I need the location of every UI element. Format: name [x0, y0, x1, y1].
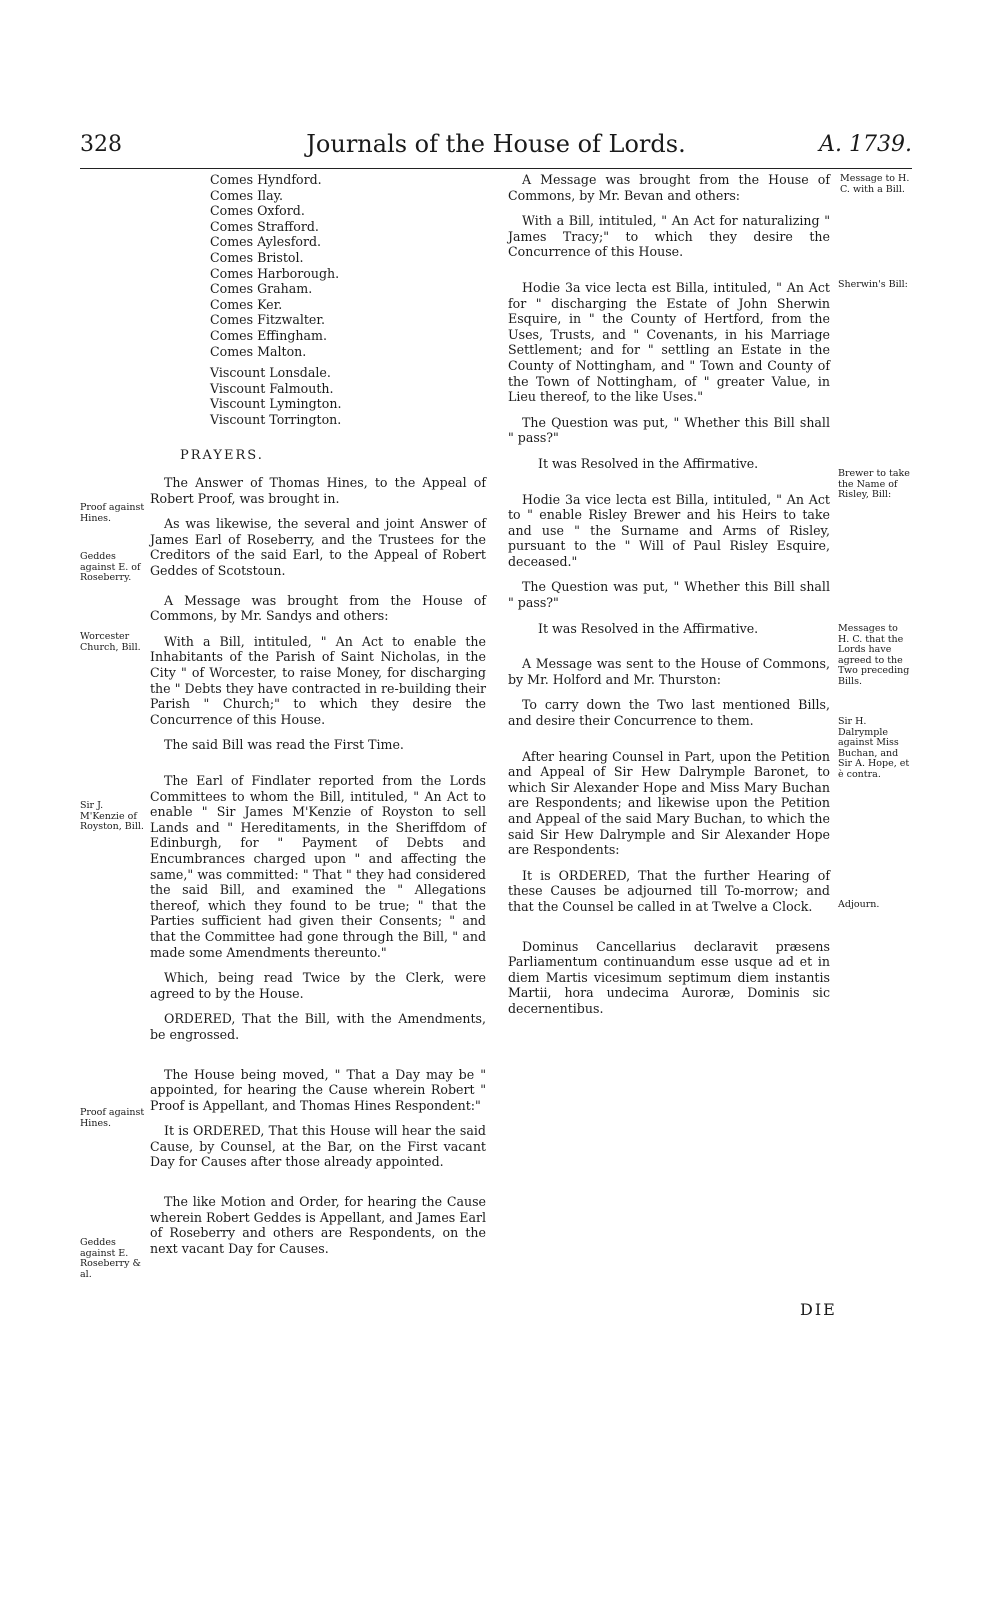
lord-entry: Comes Oxford. [210, 203, 305, 219]
margin-note: Brewer to take the Name of Risley, Bill: [838, 468, 910, 500]
paragraph: A Message was brought from the House of Commons, by Mr. Bevan and others: [508, 172, 830, 203]
margin-note: Adjourn. [838, 899, 880, 910]
margin-note: Sherwin's Bill: [838, 279, 908, 290]
lord-entry: Comes Bristol. [210, 249, 304, 265]
page-title: Journals of the House of Lords. [306, 130, 686, 158]
margin-note: Geddes against E. Roseberry & al. [80, 1237, 141, 1280]
paragraph: The Answer of Thomas Hines, to the Appeal of Robert Proof, was brought in. [150, 475, 486, 506]
paragraph: The House being moved, " That a Day may be " appointed, for hearing the Cause wherein Robert " Proof is Appellant, and Thomas Hines Respondent:" [150, 1066, 486, 1113]
margin-note: Proof against Hines. [80, 1107, 145, 1129]
page-year: A. 1739. [819, 132, 912, 157]
lord-entry: Viscount Torrington. [210, 411, 342, 427]
paragraph: The Question was put, " Whether this Bill shall " pass?" [508, 414, 830, 446]
paragraph: The Question was put, " Whether this Bill shall " pass?" [508, 579, 830, 611]
margin-note: Worcester Church, Bill. [80, 631, 141, 653]
paragraph: It is ORDERED, That the further Hearing of these Causes be adjourned till To-morrow; and that the Counsel be called in at Twelve a Clock. [508, 867, 830, 914]
paragraph: It is ORDERED, That this House will hear the said Cause, by Counsel, at the Bar, on the First vacant Day for Causes after those already appointed. [150, 1123, 486, 1170]
page-number: 328 [80, 132, 122, 157]
lord-entry: Comes Strafford. [210, 218, 319, 234]
paragraph: The Earl of Findlater reported from the Lords Committees to whom the Bill, intituled, " An Act to enable " Sir James M'Kenzie of Royston to sell Lands and " Hereditaments, in the Sheriffdom of Edinburgh, for " Payment of Debts and Encumbrances charged upon " and affecting the same," was committed: " That " they had considered the said Bill, and examined the " Allegations thereof, which they found to be true; " that the Parties sufficient had given their Consents; " and that the Committee had gone through the Bill, " and made some Amendments thereunto." [150, 773, 486, 960]
lord-entry: Viscount Lymington. [210, 396, 342, 412]
lord-entry: Viscount Lonsdale. [210, 365, 331, 381]
lords-list [150, 172, 486, 428]
paragraph: With a Bill, intituled, " An Act for naturalizing " James Tracy;" to which they desire the Concurrence of this House. [508, 213, 830, 260]
paragraph: As was likewise, the several and joint Answer of James Earl of Roseberry, and the Trustees for the Creditors of the said Earl, to the Appeal of Robert Geddes of Scotstoun. [150, 516, 486, 579]
lord-entry: Comes Harborough. [210, 265, 340, 281]
lord-entry: Comes Hyndford. [210, 172, 322, 187]
margin-note: Proof against Hines. [80, 502, 145, 524]
catchword: DIE [800, 1300, 837, 1319]
left-column [150, 172, 486, 1266]
margin-note: Geddes against E. of Roseberry. [80, 551, 141, 583]
lord-entry: Comes Malton. [210, 343, 307, 359]
paragraph: The said Bill was read the First Time. [164, 737, 404, 753]
paragraph: With a Bill, intituled, " An Act to enable the Inhabitants of the Parish of Saint Nicholas, in the City " of Worcester, to raise Money, for discharging the " Debts they have contracted in re-building their Parish " Church;" to which they desire the Concurrence of this House. [150, 633, 486, 727]
lord-entry: Comes Ker. [210, 296, 283, 312]
margin-note: Sir H. Dalrymple against Miss Buchan, and Sir A. Hope, et è contra. [838, 716, 910, 780]
margin-note: Messages to H. C. that the Lords have agreed to the Two preceding Bills. [838, 623, 910, 687]
paragraph: A Message was brought from the House of Commons, by Mr. Sandys and others: [150, 592, 486, 624]
lord-entry: Viscount Falmouth. [210, 380, 334, 396]
paragraph: The like Motion and Order, for hearing the Cause wherein Robert Geddes is Appellant, and James Earl of Roseberry and others are Respondents, on the next vacant Day for Causes. [150, 1194, 486, 1256]
page-header [80, 128, 912, 169]
margin-note: Message to H. C. with a Bill. [840, 173, 910, 195]
lord-entry: Comes Fitzwalter. [210, 312, 326, 328]
section-heading: PRAYERS. [180, 447, 264, 463]
lord-entry: Comes Effingham. [210, 327, 327, 343]
paragraph: Hodie 3a vice lecta est Billa, intituled, " An Act for " discharging the Estate of John Sherwin Esquire, in " the County of Hertford, from the Uses, Trusts, and " Covenants, in his Marriage Settlement; and for " settling an Estate in the County of Nottingham, and " Town and County of the Town of Nottingham, of " greater Value, in Lieu thereof, to the like Uses." [508, 279, 830, 405]
paragraph: It was Resolved in the Affirmative. [538, 620, 759, 636]
paragraph: A Message was sent to the House of Commons, by Mr. Holford and Mr. Thurston: [508, 656, 830, 687]
paragraph: After hearing Counsel in Part, upon the Petition and Appeal of Sir Hew Dalrymple Baronet, to which Sir Alexander Hope and Miss Mary Buchan are Respondents; and likewise upon the Petition and Appeal of the said Mary Buchan, to which the said Sir Hew Dalrymple and Sir Alexander Hope are Respondents: [508, 748, 830, 858]
lord-entry: Comes Aylesford. [210, 234, 322, 250]
right-column [508, 172, 830, 1027]
lord-entry: Comes Ilay. [210, 187, 284, 203]
paragraph: Dominus Cancellarius declaravit præsens Parliamentum continuandum esse usque ad et in diem Martis vicesimum septimum diem instantis Martii, hora undecima Auroræ, Dominis sic decernentibus. [508, 938, 830, 1016]
paragraph: It was Resolved in the Affirmative. [538, 455, 759, 471]
lord-entry: Comes Graham. [210, 281, 313, 297]
paragraph: ORDERED, That the Bill, with the Amendments, be engrossed. [150, 1011, 486, 1042]
paragraph: To carry down the Two last mentioned Bills, and desire their Concurrence to them. [508, 697, 830, 729]
paragraph: Which, being read Twice by the Clerk, were agreed to by the House. [150, 970, 486, 1001]
paragraph: Hodie 3a vice lecta est Billa, intituled, " An Act to " enable Risley Brewer and his Heirs to take and use " the Surname and Arms of Risley, pursuant to the " Will of Paul Risley Esquire, deceased." [508, 491, 830, 569]
margin-note: Sir J. M'Kenzie of Royston, Bill. [80, 800, 144, 832]
